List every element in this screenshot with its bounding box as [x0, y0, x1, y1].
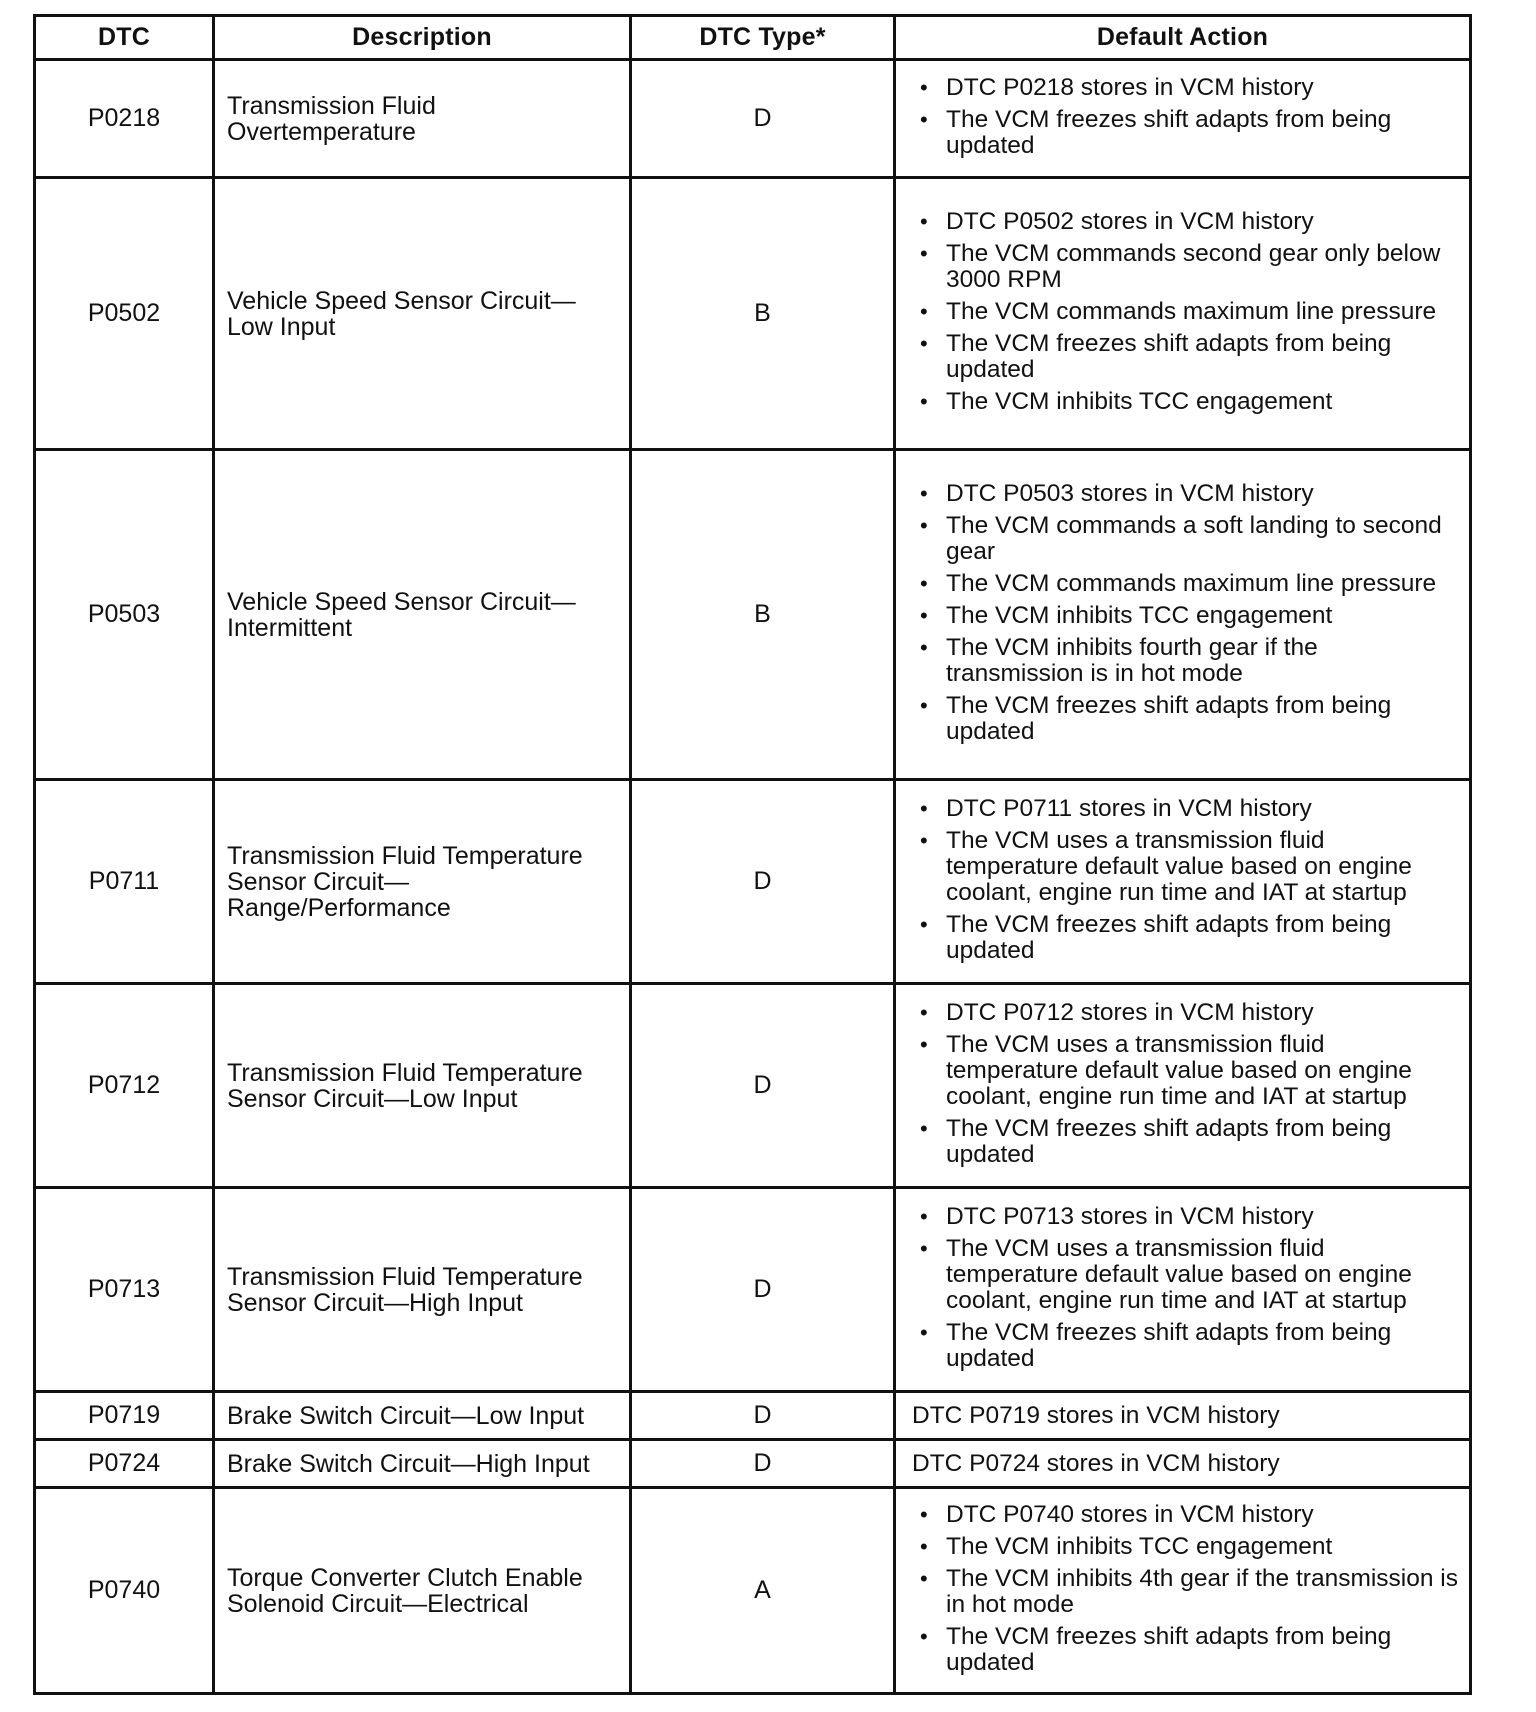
- dtc-type: B: [631, 178, 895, 450]
- action-list: [912, 1204, 1459, 1372]
- table-header-row: [35, 16, 1471, 60]
- dtc-description: Brake Switch Circuit—Low Input: [214, 1392, 631, 1440]
- table-row: [35, 1488, 1471, 1694]
- default-action: [895, 780, 1471, 984]
- dtc-description: Transmission Fluid Temperature Sensor Circuit—High Input: [214, 1188, 631, 1392]
- dtc-code: P0724: [35, 1440, 214, 1488]
- dtc-description: Torque Converter Clutch Enable Solenoid Circuit—Electrical: [214, 1488, 631, 1694]
- header-description: Description: [214, 16, 631, 60]
- table-row: [35, 1392, 1471, 1440]
- dtc-code: P0740: [35, 1488, 214, 1694]
- table-body: [35, 60, 1471, 1694]
- dtc-type: A: [631, 1488, 895, 1694]
- default-action: DTC P0724 stores in VCM history: [895, 1440, 1471, 1488]
- default-action: [895, 178, 1471, 450]
- dtc-code: P0712: [35, 984, 214, 1188]
- dtc-table: [33, 14, 1472, 1695]
- table-row: [35, 60, 1471, 178]
- action-item: • The VCM inhibits TCC engagement: [946, 603, 1459, 629]
- dtc-type: D: [631, 780, 895, 984]
- dtc-description: Brake Switch Circuit—High Input: [214, 1440, 631, 1488]
- dtc-type: D: [631, 1188, 895, 1392]
- header-dtc: DTC: [35, 16, 214, 60]
- dtc-type: D: [631, 1440, 895, 1488]
- table-row: [35, 178, 1471, 450]
- action-item: • The VCM freezes shift adapts from being updated: [946, 107, 1459, 159]
- action-list: [912, 1502, 1459, 1676]
- action-item: • DTC P0503 stores in VCM history: [946, 481, 1459, 507]
- action-list: [912, 1000, 1459, 1168]
- header-default-action: Default Action: [895, 16, 1471, 60]
- table-row: [35, 1440, 1471, 1488]
- action-item: • The VCM freezes shift adapts from being updated: [946, 1320, 1459, 1372]
- dtc-description: Transmission Fluid Overtemperature: [214, 60, 631, 178]
- default-action: [895, 984, 1471, 1188]
- action-item: • The VCM freezes shift adapts from being updated: [946, 1624, 1459, 1676]
- action-list: [912, 75, 1459, 159]
- default-action: [895, 450, 1471, 780]
- action-item: • The VCM uses a transmission fluid temperature default value based on engine coolant, engine run time and IAT at startup: [946, 828, 1459, 906]
- dtc-code: P0713: [35, 1188, 214, 1392]
- action-list: [912, 796, 1459, 964]
- default-action: [895, 1488, 1471, 1694]
- action-item: • The VCM uses a transmission fluid temperature default value based on engine coolant, engine run time and IAT at startup: [946, 1236, 1459, 1314]
- action-item: • The VCM commands maximum line pressure: [946, 299, 1459, 325]
- table-row: [35, 1188, 1471, 1392]
- action-item: • The VCM freezes shift adapts from being updated: [946, 1116, 1459, 1168]
- dtc-description: Transmission Fluid Temperature Sensor Circuit—Low Input: [214, 984, 631, 1188]
- dtc-code: P0502: [35, 178, 214, 450]
- action-item: • The VCM inhibits TCC engagement: [946, 389, 1459, 415]
- action-item: • DTC P0502 stores in VCM history: [946, 209, 1459, 235]
- action-item: • The VCM inhibits TCC engagement: [946, 1534, 1459, 1560]
- action-item: • The VCM commands maximum line pressure: [946, 571, 1459, 597]
- action-item: • The VCM freezes shift adapts from being updated: [946, 693, 1459, 745]
- dtc-type: D: [631, 60, 895, 178]
- dtc-code: P0503: [35, 450, 214, 780]
- dtc-type: D: [631, 1392, 895, 1440]
- action-list: [912, 481, 1459, 745]
- action-item: • The VCM inhibits fourth gear if the transmission is in hot mode: [946, 635, 1459, 687]
- action-item: • DTC P0712 stores in VCM history: [946, 1000, 1459, 1026]
- dtc-code: P0711: [35, 780, 214, 984]
- action-item: • The VCM freezes shift adapts from being updated: [946, 912, 1459, 964]
- dtc-code: P0719: [35, 1392, 214, 1440]
- dtc-description: Vehicle Speed Sensor Circuit— Low Input: [214, 178, 631, 450]
- table-row: [35, 450, 1471, 780]
- action-item: • The VCM commands a soft landing to second gear: [946, 513, 1459, 565]
- default-action: [895, 60, 1471, 178]
- action-item: • DTC P0218 stores in VCM history: [946, 75, 1459, 101]
- action-list: [912, 209, 1459, 415]
- action-item: • The VCM freezes shift adapts from being updated: [946, 331, 1459, 383]
- action-item: • The VCM inhibits 4th gear if the transmission is in hot mode: [946, 1566, 1459, 1618]
- dtc-type: B: [631, 450, 895, 780]
- action-item: • The VCM uses a transmission fluid temperature default value based on engine coolant, engine run time and IAT at startup: [946, 1032, 1459, 1110]
- default-action: [895, 1188, 1471, 1392]
- default-action: DTC P0719 stores in VCM history: [895, 1392, 1471, 1440]
- header-dtc-type: DTC Type*: [631, 16, 895, 60]
- dtc-description: Vehicle Speed Sensor Circuit— Intermittent: [214, 450, 631, 780]
- table-row: [35, 984, 1471, 1188]
- action-item: • The VCM commands second gear only below 3000 RPM: [946, 241, 1459, 293]
- action-item: • DTC P0711 stores in VCM history: [946, 796, 1459, 822]
- dtc-code: P0218: [35, 60, 214, 178]
- action-item: • DTC P0740 stores in VCM history: [946, 1502, 1459, 1528]
- dtc-type: D: [631, 984, 895, 1188]
- table-row: [35, 780, 1471, 984]
- action-item: • DTC P0713 stores in VCM history: [946, 1204, 1459, 1230]
- dtc-description: Transmission Fluid Temperature Sensor Circuit— Range/Performance: [214, 780, 631, 984]
